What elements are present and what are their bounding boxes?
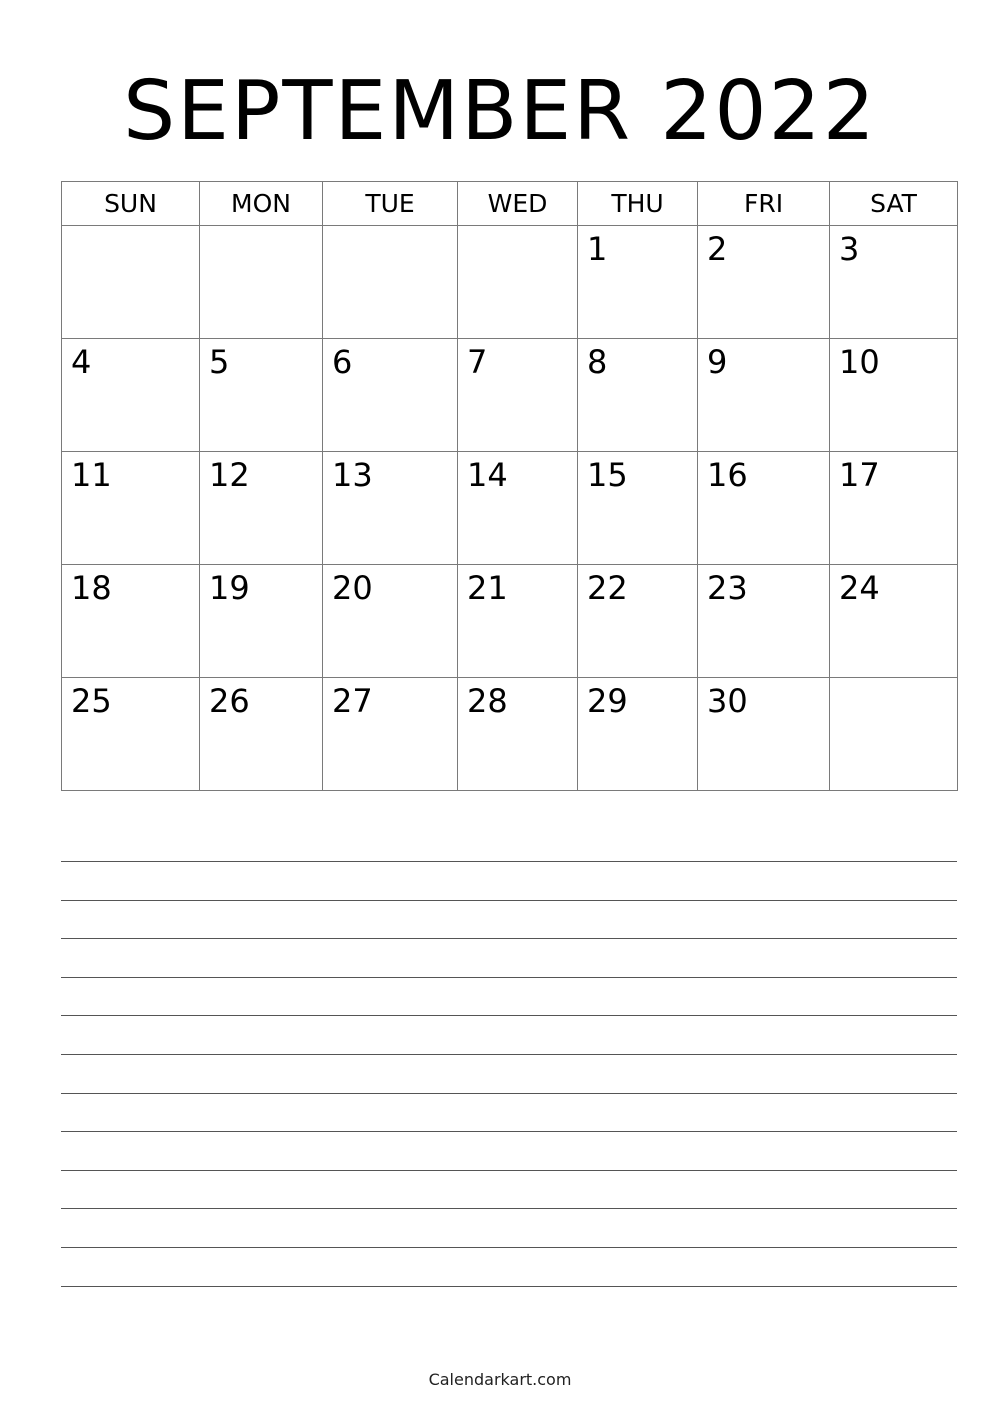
note-line [61,977,957,978]
note-line [61,938,957,939]
footer-credit: Calendarkart.com [428,1370,572,1389]
week-row [62,226,958,339]
day-cell: 12 [200,452,323,565]
note-line [61,1247,957,1248]
note-line [61,1170,957,1171]
day-cell [323,226,458,339]
day-cell: 21 [458,565,578,678]
day-cell: 1 [578,226,698,339]
day-cell: 29 [578,678,698,791]
day-cell [458,226,578,339]
note-line [61,861,957,862]
day-cell: 16 [698,452,830,565]
day-cell: 19 [200,565,323,678]
day-cell: 23 [698,565,830,678]
weekday-sat: SAT [830,182,958,226]
day-cell: 25 [62,678,200,791]
day-cell: 30 [698,678,830,791]
day-cell: 3 [830,226,958,339]
weekday-tue: TUE [323,182,458,226]
week-row [62,565,958,678]
day-cell: 22 [578,565,698,678]
note-line [61,1093,957,1094]
note-line [61,900,957,901]
day-cell: 24 [830,565,958,678]
day-cell: 7 [458,339,578,452]
calendar-title: SEPTEMBER 2022 [123,64,877,159]
note-line [61,1015,957,1016]
notes-area [61,861,957,1324]
day-cell: 8 [578,339,698,452]
weekday-wed: WED [458,182,578,226]
day-cell: 26 [200,678,323,791]
week-row [62,339,958,452]
note-line [61,1286,957,1287]
day-cell: 4 [62,339,200,452]
day-cell [62,226,200,339]
day-cell: 2 [698,226,830,339]
calendar-grid [61,181,958,791]
weekday-sun: SUN [62,182,200,226]
day-cell [200,226,323,339]
day-cell: 18 [62,565,200,678]
day-cell: 15 [578,452,698,565]
day-cell: 28 [458,678,578,791]
week-row [62,452,958,565]
day-cell: 14 [458,452,578,565]
note-line [61,1054,957,1055]
week-row [62,678,958,791]
day-cell [830,678,958,791]
day-cell: 27 [323,678,458,791]
day-cell: 6 [323,339,458,452]
day-cell: 13 [323,452,458,565]
weekday-header-row [62,182,958,226]
day-cell: 9 [698,339,830,452]
day-cell: 11 [62,452,200,565]
day-cell: 5 [200,339,323,452]
note-line [61,1131,957,1132]
note-line [61,1208,957,1209]
day-cell: 17 [830,452,958,565]
weekday-fri: FRI [698,182,830,226]
day-cell: 20 [323,565,458,678]
weekday-mon: MON [200,182,323,226]
day-cell: 10 [830,339,958,452]
weekday-thu: THU [578,182,698,226]
